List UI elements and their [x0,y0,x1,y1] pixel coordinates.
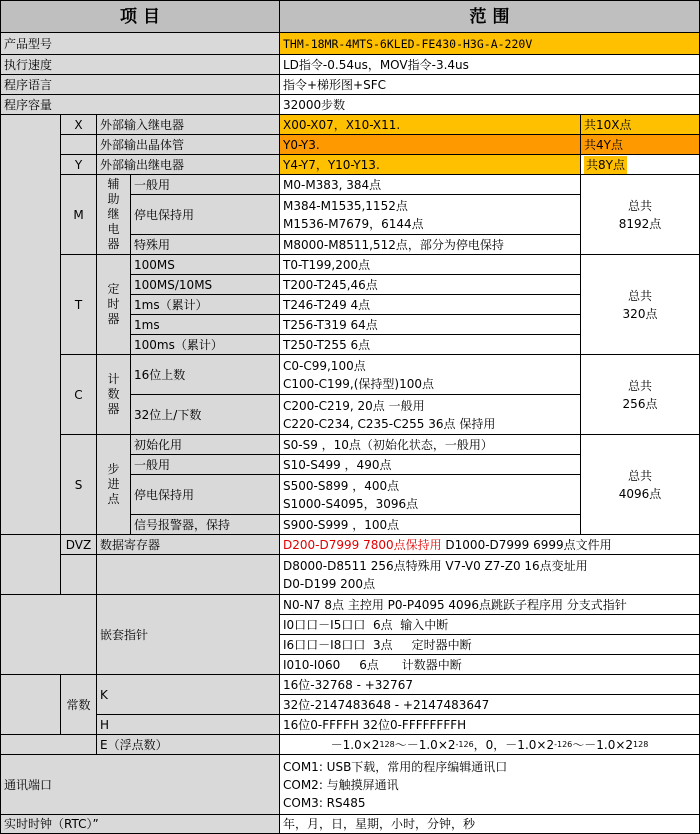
const-e-range: －1.0×2 128 ～－1.0×2 -126 ，0，－1.0×2 -126 ～－1.0×2 128 [280,735,700,755]
t-item-1-range: T200-T245,46点 [280,275,581,295]
c-item-0-range-line2: C100-C199,(保持型)100点 [283,376,434,391]
t-item-0-name: 100MS [131,255,280,275]
nest-line-2: I6口口－I8口口 3点 定时器中断 [280,635,700,655]
comm-line-0: COM1: USB下载，常用的程序编辑通讯口 [283,759,508,774]
d-margin-cell [1,535,61,595]
e-part3: ，0，－1.0×2 [473,737,555,752]
t-item-0-range: T0-T199,200点 [280,255,581,275]
d2-letter-cell [61,555,97,595]
e-part1: －1.0×2 [330,737,380,752]
d-range [280,535,700,555]
capacity-value: 32000步数 [280,95,700,115]
d-range-black: D1000-D7999 6999点文件用 [441,537,612,552]
m-item-1-range-line1: M384-M1535,1152点 [283,198,408,213]
model-value: THM-18MR-4MTS-6KLED-FE430-H3G-A-220V [280,33,700,55]
m-letter: M [61,175,97,255]
c-item-1-range [280,395,581,435]
capacity-label: 程序容量 [1,95,280,115]
y-range: Y4-Y7，Y10-Y13. [280,155,581,175]
m-group: 辅助继电器 [97,175,131,255]
t-letter: T [61,255,97,355]
x-letter: X [61,115,97,135]
s-total [581,435,700,535]
c-total [581,355,700,435]
comm-label: 通讯端口 [1,755,280,815]
lang-value: 指令+梯形图+SFC [280,75,700,95]
t-item-4-range: T250-T255 6点 [280,335,581,355]
comm-line-1: COM2: 与触摸屏通讯 [283,777,399,792]
s-item-1-range: S10-S499 ，490点 [280,455,581,475]
c-item-0-range-line1: C0-C99,100点 [283,358,366,373]
c-item-0-name: 16位上数 [131,355,280,395]
d2-range-line2: D0-D199 200点 [283,576,376,591]
m-item-0-name: 一般用 [131,175,280,195]
t-total-line1: 总共 [627,288,652,303]
comm-line-2: COM3: RS485 [283,795,366,810]
const-margin-cell [1,675,61,735]
x-range: X00-X07，X10-X11. [280,115,581,135]
s-item-2-range [280,475,581,515]
yt-name: 外部输出晶体管 [97,135,280,155]
rtc-value: 年，月，日，星期，小时，分钟，秒 [280,815,700,834]
m-total-line2: 8192点 [618,216,662,231]
d-range-red: D200-D7999 7800点保持用 [283,537,442,552]
c-item-1-name: 32位上/下数 [131,395,280,435]
d2-range-line1: D8000-D8511 256点特殊用 V7-V0 Z7-Z0 16点变址用 [283,558,588,573]
nest-line-0: N0-N7 8点 主控用 P0-P4095 4096点跳跃子程序用 分支式指针 [280,595,700,615]
s-item-1-name: 一般用 [131,455,280,475]
t-total [581,255,700,355]
const-k-letter: K [97,675,280,715]
m-item-0-range: M0-M383, 384点 [280,175,581,195]
nest-margin-cell [1,595,97,675]
c-group: 计数器 [97,355,131,435]
left-margin-cell [1,115,61,535]
e-margin-cell [1,735,97,755]
const-h-letter: H [97,715,280,735]
nest-line-3: I010-I060 6点 计数器中断 [280,655,700,675]
header-item: 项 目 [1,1,280,33]
const-group: 常数 [61,675,97,735]
d-name: 数据寄存器 [97,535,280,555]
m-item-2-range: M8000-M8511,512点，部分为停电保持 [280,235,581,255]
t-item-3-name: 1ms [131,315,280,335]
e-part2: ～－1.0×2 [394,737,456,752]
speed-value: LD指令-0.54us，MOV指令-3.4us [280,55,700,75]
y-total-cell [581,155,700,175]
d2-range [280,555,700,595]
y-total: 共8Y点 [586,157,625,172]
s-group: 步进点 [97,435,131,535]
comm-range [280,755,700,815]
model-label: 产品型号 [1,33,280,55]
const-k-line1: 16位-32768 - +32767 [280,675,700,695]
nest-line-1: I0口口－I5口口 6点 输入中断 [280,615,700,635]
const-e-letter: E（浮点数） [97,735,280,755]
m-item-2-name: 特殊用 [131,235,280,255]
lang-label: 程序语言 [1,75,280,95]
x-name: 外部输入继电器 [97,115,280,135]
c-total-line2: 256点 [622,396,658,411]
t-item-3-range: T256-T319 64点 [280,315,581,335]
c-letter: C [61,355,97,435]
s-letter: S [61,435,97,535]
s-item-2-name: 停电保持用 [131,475,280,515]
nest-name: 嵌套指针 [97,595,280,675]
y-name: 外部输出继电器 [97,155,280,175]
t-item-4-name: 100ms（累计） [131,335,280,355]
c-total-line1: 总共 [627,378,652,393]
s-total-line2: 4096点 [618,486,662,501]
e-part4: ～－1.0×2 [572,737,634,752]
d2-name-cell [97,555,280,595]
c-item-1-range-line2: C220-C234, C235-C255 36点 保持用 [283,416,496,431]
x-total: 共10X点 [581,115,700,135]
const-k-line2: 32位-2147483648 - +2147483647 [280,695,700,715]
yt-letter [61,135,97,155]
t-total-line2: 320点 [622,306,658,321]
t-item-2-name: 1ms（累计） [131,295,280,315]
s-item-0-name: 初始化用 [131,435,280,455]
m-item-1-name: 停电保持用 [131,195,280,235]
m-total-line1: 总共 [627,198,652,213]
s-item-2-range-line2: S1000-S4095，3096点 [283,496,419,511]
m-total [581,175,700,255]
rtc-label: 实时时钟（RTC）” [1,815,280,834]
c-item-1-range-line1: C200-C219, 20点 一般用 [283,398,425,413]
s-item-0-range: S0-S9 ，10点（初始化状态，一般用） [280,435,581,455]
const-h-range: 16位0-FFFFH 32位0-FFFFFFFFH [280,715,700,735]
t-group: 定时器 [97,255,131,355]
y-letter: Y [61,155,97,175]
yt-range: Y0-Y3. [280,135,581,155]
speed-label: 执行速度 [1,55,280,75]
s-item-3-name: 信号报警器，保持 [131,515,280,535]
m-item-1-range [280,195,581,235]
yt-total: 共4Y点 [581,135,700,155]
header-range: 范 围 [280,1,700,33]
d-letter: DVZ [61,535,97,555]
m-item-1-range-line2: M1536-M7679，6144点 [283,216,424,231]
s-item-3-range: S900-S999 ，100点 [280,515,581,535]
s-total-line1: 总共 [627,468,652,483]
s-item-2-range-line1: S500-S899 ，400点 [283,478,400,493]
t-item-2-range: T246-T249 4点 [280,295,581,315]
t-item-1-name: 100MS/10MS [131,275,280,295]
c-item-0-range [280,355,581,395]
